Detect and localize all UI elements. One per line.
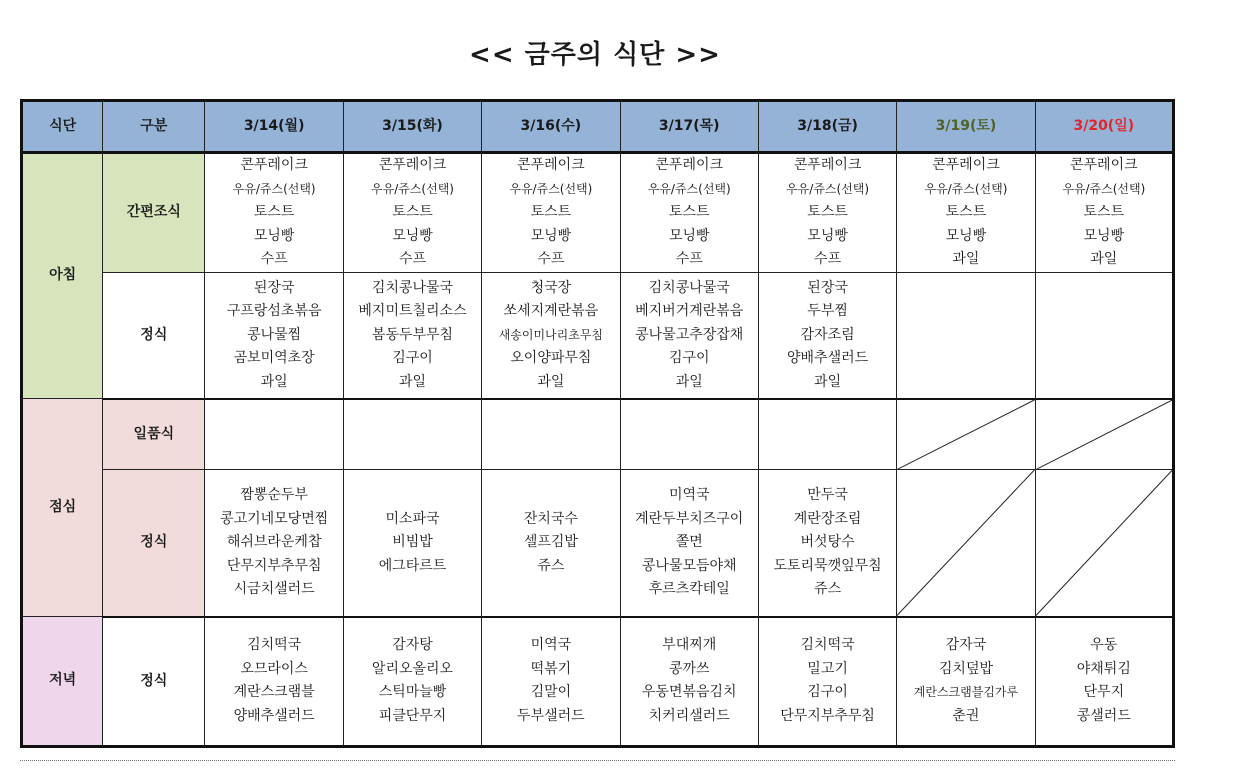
meal-label-breakfast: 아침 (22, 153, 103, 399)
menu-item: 과일 (675, 373, 703, 390)
menu-item: 두부샐러드 (517, 707, 585, 724)
menu-item: 알리오올리오 (371, 660, 454, 677)
menu-item: 콩나물찜 (247, 326, 302, 343)
menu-item: 김치덮밥 (938, 660, 993, 677)
menu-item: 베지버거계란볶음 (635, 303, 744, 319)
menu-item: 양배추샐러드 (787, 350, 869, 366)
menu-cell (343, 153, 481, 273)
menu-item: 춘권 (952, 707, 980, 724)
menu-cell (758, 273, 896, 399)
menu-item: 계란장조림 (793, 510, 862, 527)
menu-item: 만두국 (807, 487, 848, 503)
menu-cell (620, 153, 758, 273)
menu-item: 계란스크램블 (233, 684, 315, 701)
menu-item: 김말이 (530, 684, 572, 701)
menu-item: 해쉬브라운케찹 (226, 534, 322, 550)
dinner-set-row (22, 617, 1174, 747)
menu-item: 쏘세지계란볶음 (503, 303, 599, 319)
page-title: << 금주의 식단 >> (469, 40, 721, 70)
menu-cell (758, 470, 896, 617)
menu-item: 계란스크램블김가루 (913, 685, 1019, 700)
menu-item: 된장국 (253, 279, 295, 296)
menu-item: 피클단무지 (378, 707, 447, 724)
menu-item: 쥬스 (814, 581, 842, 597)
menu-item: 미역국 (668, 487, 710, 503)
category-label-set: 정식 (103, 470, 205, 617)
day-header-fri: 3/18(금) (758, 101, 896, 153)
menu-item: 부대찌개 (662, 637, 717, 654)
menu-item: 과일 (398, 373, 427, 390)
menu-cell (343, 273, 481, 399)
menu-item: 콘푸레이크 (932, 157, 1000, 174)
menu-item: 모닝빵 (945, 227, 987, 244)
day-header-mon: 3/14(월) (205, 101, 343, 153)
meal-label-dinner: 저녁 (22, 617, 103, 747)
menu-item: 모닝빵 (253, 227, 295, 244)
meal-column-header: 식단 (22, 101, 103, 153)
menu-item: 수프 (814, 251, 842, 268)
menu-item: 감자조림 (800, 326, 855, 343)
day-header-sat: 3/19(토) (897, 101, 1035, 153)
menu-item: 단무지 (1083, 684, 1125, 701)
menu-item: 미소파국 (385, 510, 440, 527)
menu-item: 우유/쥬스(선택) (371, 181, 454, 196)
breakfast-set-row (22, 273, 1174, 399)
menu-item: 과일 (814, 373, 842, 390)
no-menu-slash (1036, 470, 1172, 616)
menu-item: 단무지부추무침 (226, 557, 322, 574)
menu-item: 곰보미역초장 (233, 350, 315, 366)
day-header-thu: 3/17(목) (620, 101, 758, 153)
menu-item: 두부찜 (807, 303, 848, 319)
menu-item: 우유/쥬스(선택) (1062, 181, 1146, 196)
menu-item: 우유/쥬스(선택) (232, 181, 316, 196)
menu-item: 콘푸레이크 (793, 157, 862, 174)
menu-item: 셀프김밥 (523, 534, 578, 550)
menu-cell (897, 273, 1035, 399)
menu-item: 우유/쥬스(선택) (924, 181, 1008, 196)
menu-item: 모닝빵 (668, 227, 710, 244)
no-menu-slash (1036, 400, 1172, 470)
category-label-simple: 간편조식 (103, 153, 205, 273)
menu-item: 토스트 (668, 204, 710, 221)
menu-item: 오이양파무침 (510, 350, 592, 366)
menu-item: 시금치샐러드 (233, 581, 315, 597)
menu-cell (620, 399, 758, 470)
menu-item: 치커리샐러드 (648, 707, 730, 724)
menu-cell (1035, 399, 1173, 470)
menu-cell (1035, 273, 1173, 399)
menu-item: 비빔밥 (392, 534, 433, 550)
menu-cell (620, 617, 758, 747)
menu-item: 계란두부치즈구이 (635, 510, 744, 527)
category-label-single: 일품식 (103, 399, 205, 470)
menu-item: 토스트 (1083, 204, 1125, 221)
menu-item: 토스트 (392, 204, 433, 221)
menu-cell (482, 273, 620, 399)
menu-cell (620, 273, 758, 399)
menu-item: 콩고기네모당면찜 (220, 510, 329, 527)
menu-cell (343, 470, 481, 617)
menu-cell (482, 617, 620, 747)
menu-item: 콩나물고추장잡채 (635, 326, 744, 343)
menu-cell (482, 399, 620, 470)
menu-item: 양배추샐러드 (233, 707, 315, 724)
menu-item: 수프 (260, 251, 288, 268)
menu-item: 김치콩나물국 (648, 279, 730, 296)
menu-item: 밀고기 (807, 660, 848, 677)
menu-item: 버섯탕수 (800, 534, 855, 550)
menu-cell (758, 153, 896, 273)
menu-item: 모닝빵 (530, 227, 572, 244)
menu-item: 쥬스 (537, 557, 565, 574)
menu-item: 김구이 (668, 350, 710, 366)
menu-item: 콘푸레이크 (1070, 157, 1138, 174)
menu-item: 단무지부추무침 (780, 707, 875, 724)
menu-item: 에그타르트 (378, 557, 447, 574)
menu-cell (205, 617, 343, 747)
menu-item: 스틱마늘빵 (378, 684, 447, 701)
bottom-divider (20, 760, 1175, 761)
menu-cell (482, 153, 620, 273)
menu-item: 도토리묵깻잎무침 (773, 557, 882, 574)
menu-item: 청국장 (530, 279, 572, 296)
menu-item: 쫄면 (675, 534, 703, 550)
breakfast-simple-row (22, 153, 1174, 273)
menu-item: 콘푸레이크 (240, 157, 308, 174)
lunch-single-row (22, 399, 1174, 470)
menu-cell (758, 617, 896, 747)
category-label-set: 정식 (103, 273, 205, 399)
menu-item: 토스트 (807, 204, 848, 221)
menu-item: 콘푸레이크 (655, 157, 724, 174)
menu-item: 야채튀김 (1076, 660, 1131, 677)
menu-cell (205, 399, 343, 470)
menu-item: 모닝빵 (807, 227, 848, 244)
menu-item: 김치떡국 (247, 637, 302, 654)
menu-item: 수프 (398, 251, 427, 268)
menu-item: 토스트 (253, 204, 295, 221)
category-label-set: 정식 (103, 617, 205, 747)
menu-item: 모닝빵 (1083, 227, 1125, 244)
menu-cell (897, 470, 1035, 617)
menu-item: 콘푸레이크 (517, 157, 585, 174)
menu-item: 후르츠칵테일 (648, 581, 730, 597)
menu-item: 과일 (952, 251, 980, 268)
menu-item: 우유/쥬스(선택) (647, 181, 731, 196)
menu-item: 과일 (1090, 251, 1118, 268)
menu-cell (482, 470, 620, 617)
meal-label-lunch: 점심 (22, 399, 103, 617)
menu-item: 콩나물모듬야채 (641, 557, 737, 574)
menu-item: 김치떡국 (800, 637, 855, 654)
no-menu-slash (897, 400, 1034, 470)
menu-item: 짬뽕순두부 (240, 487, 308, 503)
menu-cell (205, 153, 343, 273)
day-header-tue: 3/15(화) (343, 101, 481, 153)
menu-item: 감자국 (945, 637, 987, 654)
header-row (22, 101, 1174, 153)
menu-item: 과일 (260, 373, 288, 390)
menu-cell (1035, 153, 1173, 273)
menu-item: 우동면볶음김치 (641, 684, 737, 701)
menu-item: 감자탕 (392, 637, 433, 654)
menu-item: 콘푸레이크 (378, 157, 447, 174)
menu-item: 오므라이스 (240, 660, 308, 677)
menu-item: 우동 (1090, 637, 1118, 654)
menu-cell (897, 617, 1035, 747)
day-header-wed: 3/16(수) (482, 101, 620, 153)
menu-cell (205, 273, 343, 399)
menu-item: 새송이미나리초무침 (498, 327, 604, 342)
menu-item: 우유/쥬스(선택) (786, 181, 870, 196)
menu-item: 모닝빵 (392, 227, 433, 244)
day-header-sun: 3/20(일) (1035, 101, 1173, 153)
menu-item: 떡볶기 (530, 660, 572, 677)
menu-item: 수프 (537, 251, 565, 268)
menu-cell (897, 399, 1035, 470)
menu-item: 콩샐러드 (1076, 707, 1131, 724)
menu-item: 토스트 (945, 204, 987, 221)
menu-item: 수프 (675, 251, 703, 268)
menu-item: 베지미트칠리소스 (358, 303, 467, 319)
menu-item: 구프랑섬초볶음 (226, 303, 322, 319)
menu-item: 김구이 (392, 350, 433, 366)
menu-item: 우유/쥬스(선택) (509, 181, 593, 196)
menu-cell (343, 399, 481, 470)
menu-item: 잔치국수 (523, 510, 578, 527)
menu-cell (758, 399, 896, 470)
menu-cell (897, 153, 1035, 273)
menu-item: 콩까쓰 (668, 660, 710, 677)
category-column-header: 구분 (103, 101, 205, 153)
weekly-menu-table (20, 99, 1175, 748)
menu-cell (620, 470, 758, 617)
menu-item: 김구이 (807, 684, 848, 701)
menu-item: 봄동두부무침 (371, 326, 454, 343)
menu-cell (1035, 470, 1173, 617)
menu-item: 된장국 (807, 279, 848, 296)
menu-item: 김치콩나물국 (371, 279, 454, 296)
menu-cell (343, 617, 481, 747)
menu-item: 토스트 (530, 204, 572, 221)
no-menu-slash (897, 470, 1034, 616)
lunch-set-row (22, 470, 1174, 617)
menu-item: 미역국 (530, 637, 572, 654)
menu-item: 과일 (537, 373, 565, 390)
menu-cell (205, 470, 343, 617)
menu-cell (1035, 617, 1173, 747)
